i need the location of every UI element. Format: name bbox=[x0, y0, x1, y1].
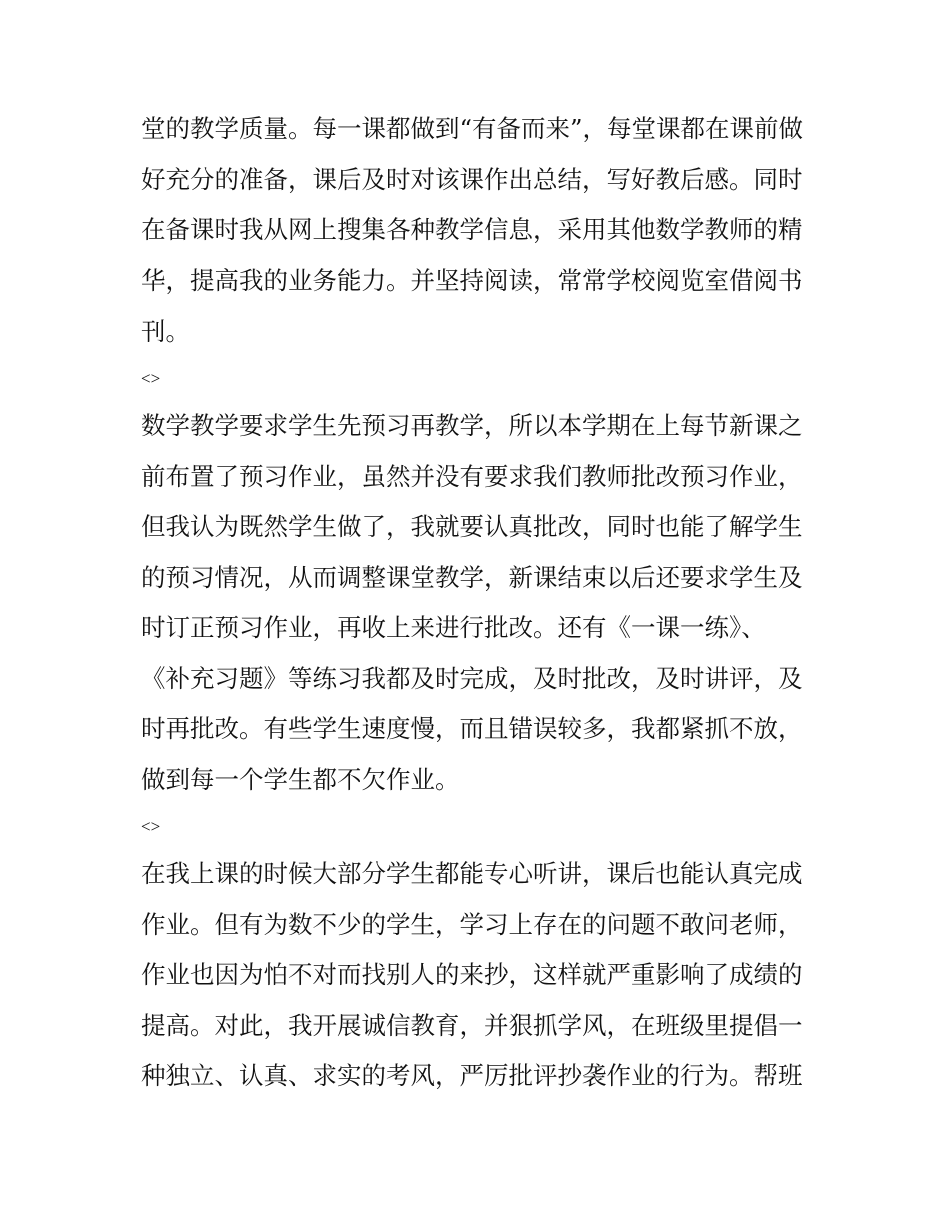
paragraph-2-line-1: 数学教学要求学生先预习再教学，所以本学期在上每节新课之 bbox=[141, 411, 803, 440]
section-separator-2: <> bbox=[141, 817, 161, 836]
paragraph-3-line-4: 提高。对此，我开展诚信教育，并狠抓学风，在班级里提倡一 bbox=[141, 1011, 803, 1040]
section-separator-1: <> bbox=[141, 369, 161, 388]
paragraph-1-line-4: 华，提高我的业务能力。并坚持阅读，常常学校阅览室借阅书 bbox=[141, 266, 803, 295]
paragraph-1-line-3: 在备课时我从网上搜集各种教学信息，采用其他数学教师的精 bbox=[141, 215, 803, 244]
paragraph-2-line-5: 时订正预习作业，再收上来进行批改。还有《一课一练》、 bbox=[141, 613, 766, 642]
paragraph-1-line-1: 堂的教学质量。每一课都做到“有备而来”，每堂课都在课前做 bbox=[141, 114, 804, 143]
paragraph-2-line-3: 但我认为既然学生做了，我就要认真批改，同时也能了解学生 bbox=[141, 512, 803, 541]
paragraph-2-line-7: 时再批改。有些学生速度慢，而且错误较多，我都紧抓不放， bbox=[141, 714, 803, 743]
paragraph-3-line-5: 种独立、认真、求实的考风，严厉批评抄袭作业的行为。帮班 bbox=[141, 1061, 803, 1090]
paragraph-2-line-6: 《补充习题》等练习我都及时完成，及时批改，及时讲评，及 bbox=[141, 664, 803, 693]
paragraph-2-line-8: 做到每一个学生都不欠作业。 bbox=[141, 765, 460, 794]
paragraph-1-line-2: 好充分的准备，课后及时对该课作出总结，写好教后感。同时 bbox=[141, 165, 803, 194]
paragraph-3-line-1: 在我上课的时候大部分学生都能专心听讲，课后也能认真完成 bbox=[141, 859, 803, 888]
paragraph-2-line-4: 的预习情况，从而调整课堂教学，新课结束以后还要求学生及 bbox=[141, 563, 803, 592]
paragraph-3-line-2: 作业。但有为数不少的学生，学习上存在的问题不敢问老师， bbox=[141, 910, 803, 939]
paragraph-1-line-5: 刊。 bbox=[141, 317, 190, 346]
paragraph-2-line-2: 前布置了预习作业，虽然并没有要求我们教师批改预习作业， bbox=[141, 462, 803, 491]
paragraph-3-line-3: 作业也因为怕不对而找别人的来抄，这样就严重影响了成绩的 bbox=[141, 960, 803, 989]
